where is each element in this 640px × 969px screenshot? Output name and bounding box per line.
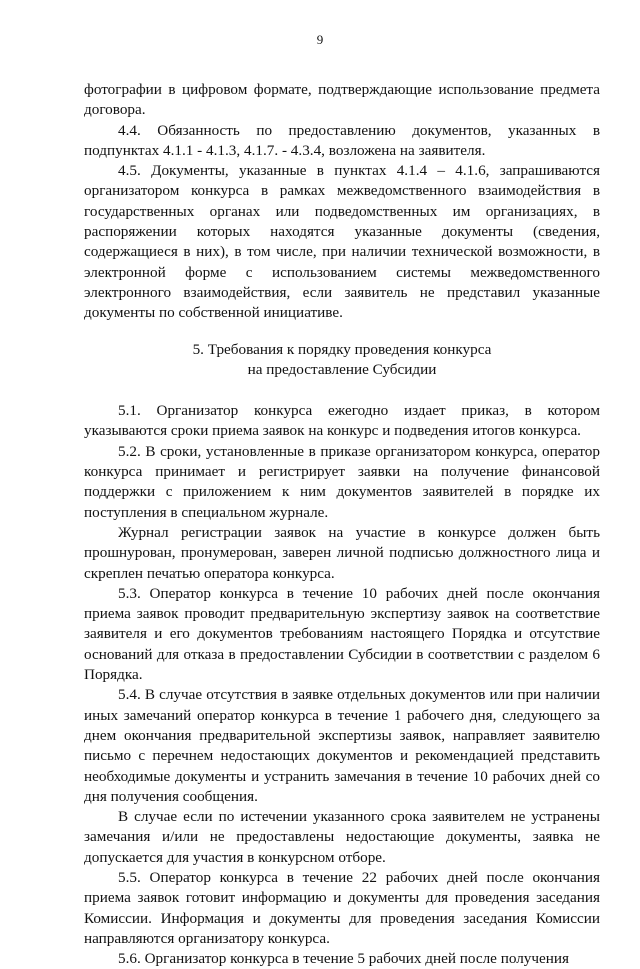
section-heading [84,340,600,381]
section-heading-line1: 5. Требования к порядку проведения конкурса [192,340,492,358]
paragraph-5-6: 5.6. Организатор конкурса в течение 5 рабочих дней после получения [118,950,570,968]
paragraph-5-5: 5.5. Оператор конкурса в течение 22 рабочих дней после окончания приема заявок готовит информацию и документы для проведения заседания Комиссии. Информация и документы для проведения заседания Комиссии направляются организатору конкурса. [84,868,600,947]
paragraph-5-2: 5.2. В сроки, установленные в приказе организатором конкурса, оператор конкурса принимает и регистрирует заявки на получение финансовой поддержки с приложением к ним документов заявителей в порядке их поступления в специальном журнале. [84,442,600,521]
paragraph-5-3: 5.3. Оператор конкурса в течение 10 рабочих дней после окончания приема заявок проводит предварительную экспертизу заявок на соответствие заявителя и его документов требованиям настоящего Порядка и отсутствие оснований для отказа в предоставлении Субсидии в соответствии с разделом 6 Порядка. [84,584,600,684]
document-body [84,80,600,969]
section-heading-line2: на предоставление Субсидии [247,360,437,378]
paragraph-continuation: фотографии в цифровом формате, подтверждающие использование предмета договора. [84,81,600,119]
paragraph-5-1: 5.1. Организатор конкурса ежегодно издает приказ, в котором указываются сроки приема заявок на конкурс и подведения итогов конкурса. [84,402,600,440]
paragraph-4-5: 4.5. Документы, указанные в пунктах 4.1.4 – 4.1.6, запрашиваются организатором конкурса в рамках межведомственного взаимодействия в государственных органах или подведомственных им организациях, в распоряжении которых находятся указанные документы (сведения, содержащиеся в них), в том числе, при наличии технической возможности, в электронной форме с использованием системы межведомственного электронного взаимодействия, если заявитель не представил указанные документы по собственной инициативе. [84,162,600,322]
page-number: 9 [316,32,324,47]
paragraph-remarks: В случае если по истечении указанного срока заявителем не устранены замечания и/или не предоставлены недостающие документы, заявка не допускается для участия в конкурсном отборе. [84,808,600,866]
paragraph-5-4: 5.4. В случае отсутствия в заявке отдельных документов или при наличии иных замечаний оператор конкурса в течение 1 рабочего дня, следующего за днем окончания предварительной экспертизы заявок, направляет заявителю письмо с перечнем недостающих документов и рекомендацией представить необходимые документы и устранить замечания в течение 10 рабочих дней со дня получения сообщения. [84,686,600,805]
paragraph-4-4: 4.4. Обязанность по предоставлению документов, указанных в подпунктах 4.1.1 - 4.1.3, 4.1.7. - 4.3.4, возложена на заявителя. [84,121,600,159]
paragraph-journal: Журнал регистрации заявок на участие в конкурсе должен быть прошнурован, пронумерован, заверен личной подписью должностного лица и скреплен печатью оператора конкурса. [84,523,600,582]
